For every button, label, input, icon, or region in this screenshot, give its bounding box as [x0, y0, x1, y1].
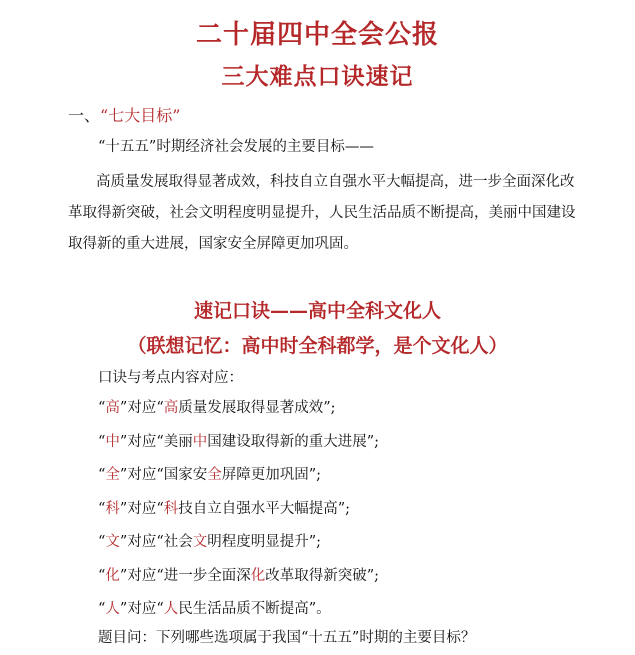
mapping-highlight: 科	[163, 500, 179, 517]
mapping-key: 高	[105, 400, 120, 416]
mapping-highlight: 全	[207, 467, 222, 483]
mapping-text-pre: 国家安	[163, 467, 208, 483]
mapping-key: 全	[105, 467, 120, 483]
mapping-highlight: 文	[192, 534, 208, 550]
mapping-quote-open: “	[98, 500, 106, 517]
mapping-intro: 口诀与考点内容对应：	[98, 370, 243, 386]
mapping-connector: ”对应“	[119, 567, 164, 584]
mapping-connector: ”对应“	[119, 500, 164, 517]
mnemonic-hint: （联想记忆：高中时全科都学，是个文化人）	[127, 335, 508, 357]
mapping-text-pre: 社会	[163, 534, 193, 550]
body-paragraph: 高质量发展取得显著成效，科技自立自强水平大幅提高，进一步全面深化改革取得新突破，社会文明程度明显提升，人民生活品质不断提高，美丽中国建设取得新的重大进展，国家安全屏障更加巩固。	[68, 174, 576, 252]
intro-line: “十五五”时期经济社会发展的主要目标——	[98, 139, 374, 155]
page-title: 二十届四中全会公报	[195, 20, 439, 50]
mapping-highlight: 人	[163, 601, 179, 617]
mapping-key: 人	[105, 601, 120, 617]
mapping-highlight: 化	[250, 567, 266, 584]
mapping-text-post: 改革取得新突破”;	[265, 567, 380, 584]
mapping-key: 文	[105, 534, 120, 550]
mnemonic-title: 速记口诀——高中全科文化人	[193, 300, 441, 322]
question-line: 题目问：下列哪些选项属于我国“十五五”时期的主要目标？	[98, 630, 476, 646]
mapping-item	[98, 430, 379, 464]
mapping-key: 化	[105, 567, 120, 584]
section-title: “七大目标”	[100, 106, 181, 125]
mapping-quote-open: “	[98, 467, 106, 483]
mapping-item	[98, 564, 379, 598]
mapping-connector: ”对应“	[119, 400, 164, 416]
mapping-connector: ”对应“	[119, 534, 164, 550]
mapping-text-pre: 美丽	[163, 433, 193, 450]
section-heading	[68, 103, 180, 126]
mapping-text-post: 质量发展取得显著成效”;	[178, 400, 336, 416]
mapping-text-post: 技自立自强水平大幅提高”;	[178, 500, 351, 517]
mapping-quote-open: “	[98, 601, 106, 617]
mapping-item	[98, 463, 379, 497]
mapping-quote-open: “	[98, 400, 106, 416]
mapping-item	[98, 530, 379, 564]
mapping-highlight: 中	[192, 433, 208, 450]
mapping-key: 科	[105, 500, 120, 517]
mapping-connector: ”对应“	[119, 467, 164, 483]
mapping-text-pre: 进一步全面深	[163, 567, 251, 584]
mapping-quote-open: “	[98, 433, 106, 450]
mapping-text-post: 国建设取得新的重大进展”;	[207, 433, 380, 450]
mapping-item	[98, 396, 379, 430]
mapping-quote-open: “	[98, 534, 106, 550]
mapping-text-post: 屏障更加巩固”;	[221, 467, 322, 483]
mapping-key: 中	[105, 433, 120, 450]
mapping-item	[98, 497, 379, 531]
section-number: 一、	[68, 106, 101, 125]
mapping-quote-open: “	[98, 567, 106, 584]
page-subtitle: 三大难点口诀速记	[221, 63, 414, 90]
mapping-connector: ”对应“	[119, 433, 164, 450]
mapping-text-post: 明程度明显提升”;	[207, 534, 322, 550]
mapping-connector: ”对应“	[119, 601, 164, 617]
mapping-text-post: 民生活品质不断提高”。	[178, 601, 331, 617]
mapping-highlight: 高	[163, 400, 179, 416]
mapping-list	[98, 396, 379, 631]
